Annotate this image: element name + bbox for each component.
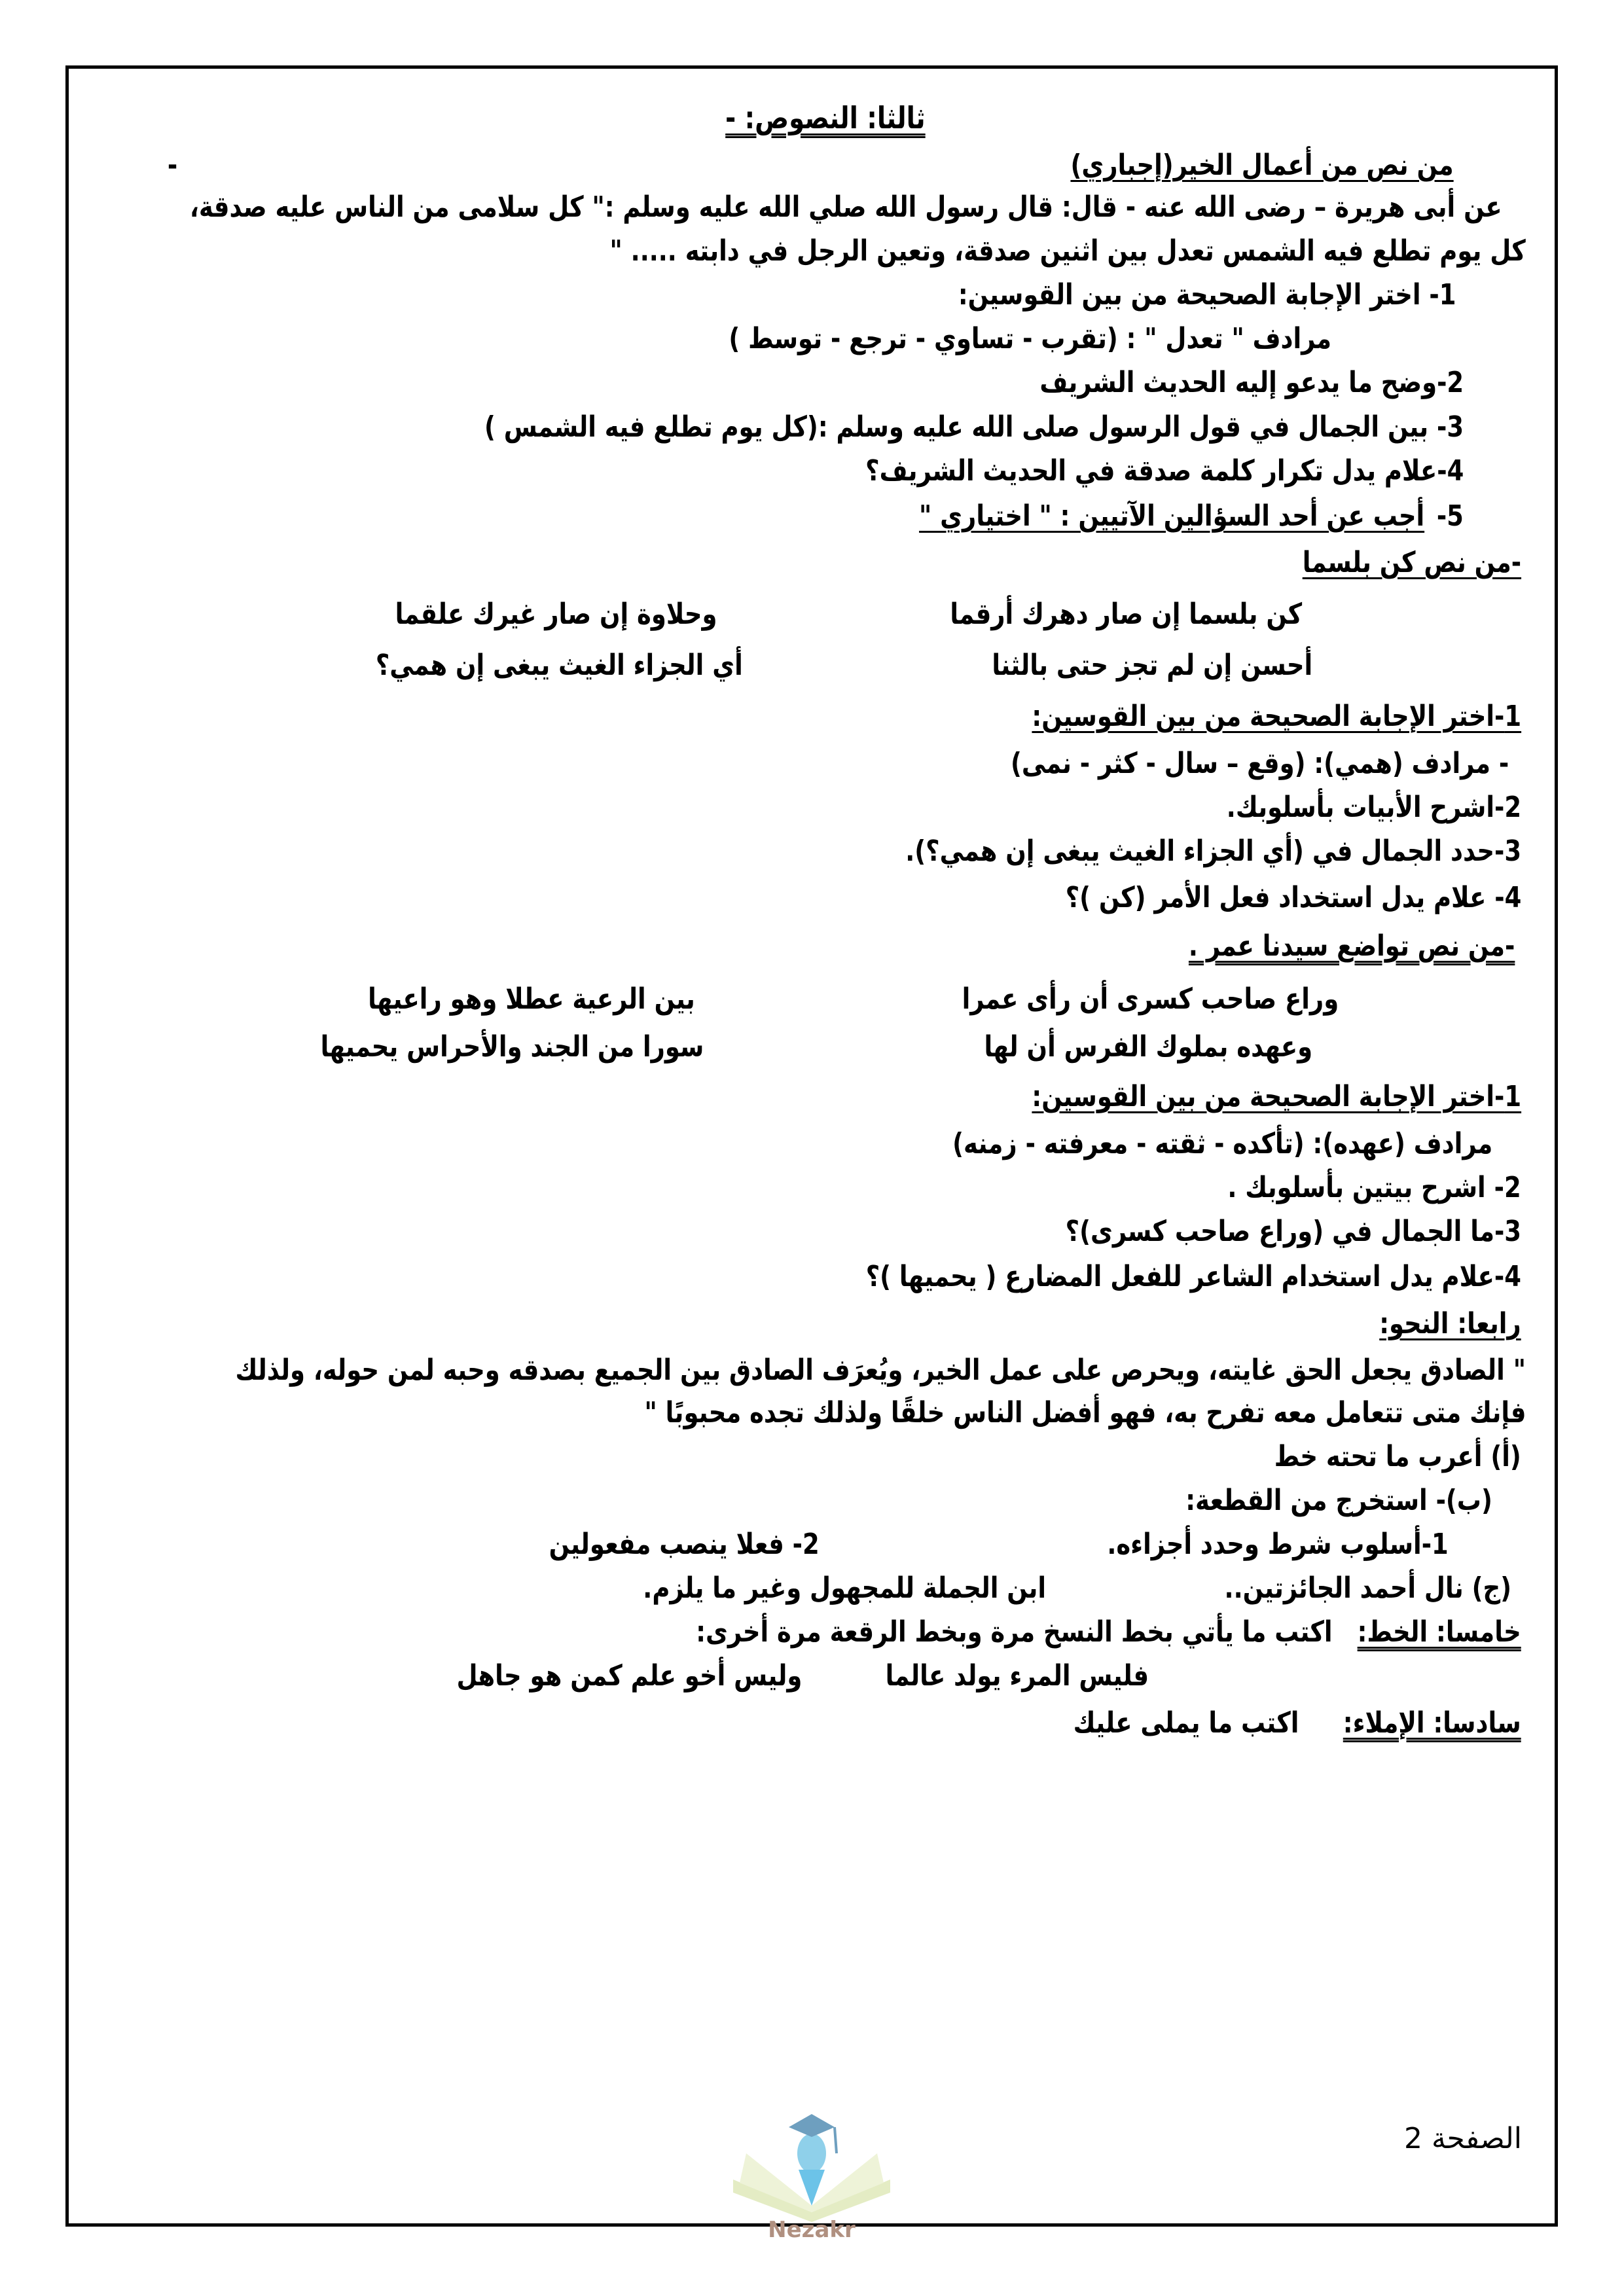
verse-hemistich: وحلاوة إن صار غيرك علقما xyxy=(395,598,717,631)
grammar-qb2: 2- فعلا ينصب مفعولين xyxy=(549,1528,820,1561)
text1-q1: 1- اختر الإجابة الصحيحة من بين القوسين: xyxy=(958,278,1456,312)
svg-text:Nezakr: Nezakr xyxy=(768,2217,856,2238)
bullet-dash: - xyxy=(167,149,177,182)
text2-heading: -من نص كن بلسما xyxy=(1302,546,1521,579)
page-number: الصفحة 2 xyxy=(1403,2122,1522,2155)
text1-q3: 3- بين الجمال في قول الرسول صلى الله عليه وسلم :(كل يوم تطلع فيه الشمس ) xyxy=(484,410,1464,444)
text1-q1-options: مرادف " تعدل " : (تقرب - تساوي - ترجع - توسط ) xyxy=(729,322,1331,355)
section-title-calligraphy: خامسا: الخط: xyxy=(1357,1615,1521,1649)
text2-q2: 2-اشرح الأبيات بأسلوبك. xyxy=(1226,791,1521,824)
verse-hemistich: وراع صاحب كسرى أن رأى عمرا xyxy=(962,982,1339,1016)
text1-q2: 2-وضح ما يدعو إليه الحديث الشريف xyxy=(1039,366,1464,399)
grammar-qa: (أ) أعرب ما تحته خط xyxy=(1274,1440,1521,1473)
section-title-texts: ثالثا: النصوص: - xyxy=(725,100,926,135)
grammar-qc: (ج) نال أحمد الجائزتين.. xyxy=(1224,1571,1511,1605)
text3-q3: 3-ما الجمال في (وراع صاحب كسرى)؟ xyxy=(1065,1215,1521,1248)
text1-q5: أجب عن أحد السؤالين الآتيين : " اختياري " xyxy=(918,499,1424,533)
verse-hemistich: بين الرعية عطلا وهو راعيها xyxy=(368,982,695,1016)
text1-heading: من نص من أعمال الخير(إجباري) xyxy=(1070,149,1454,182)
verse-hemistich: سورا من الجند والأحراس يحميها xyxy=(320,1030,704,1064)
verse-hemistich: كن بلسما إن صار دهرك أرقما xyxy=(950,598,1302,631)
text2-q1: 1-اختر الإجابة الصحيحة من بين القوسين: xyxy=(1032,700,1521,733)
text2-q1-options: - مرادف (همي): (وقع – سال - كثر - نمى) xyxy=(1010,747,1509,780)
grammar-passage-line-1: " الصادق يجعل الحق غايته، ويحرص على عمل الخير، ويُعرَف الصادق بين الجميع بصدقه وحبه لمن حوله، ولذلك xyxy=(235,1354,1526,1387)
nezakr-logo-icon xyxy=(720,2108,903,2238)
text2-q4: 4- علام يدل استخداد فعل الأمر (كن )؟ xyxy=(1065,881,1521,914)
grammar-qc-task: ابن الجملة للمجهول وغير ما يلزم. xyxy=(643,1571,1046,1605)
verse-hemistich: أحسن إن لم تجز حتى بالثنا xyxy=(992,649,1312,682)
grammar-qb1: 1-أسلوب شرط وحدد أجزاءه. xyxy=(1107,1528,1449,1561)
hadith-line-2: كل يوم تطلع فيه الشمس تعدل بين اثنين صدقة، وتعين الرجل في دابته ..... " xyxy=(609,234,1526,268)
grammar-qb: (ب)- استخرج من القطعة: xyxy=(1185,1484,1492,1517)
verse-hemistich: أي الجزاء الغيث يبغى إن همي؟ xyxy=(376,649,743,682)
calligraphy-verse: وليس أخو علم كمن هو جاهل xyxy=(456,1659,802,1693)
calligraphy-verse: فليس المرء يولد عالما xyxy=(885,1659,1149,1693)
text3-q2: 2- اشرح بيتين بأسلوبك . xyxy=(1227,1171,1521,1204)
section-title-grammar: رابعا: النحو: xyxy=(1379,1307,1521,1340)
text1-q4: 4-علام يدل تكرار كلمة صدقة في الحديث الشريف؟ xyxy=(865,454,1464,488)
text3-q1: 1-اختر الإجابة الصحيحة من بين القوسين: xyxy=(1032,1080,1521,1113)
text3-heading: -من نص تواضع سيدنا عمر . xyxy=(1188,929,1515,963)
text3-q1-options: مرادف (عهده): (تأكده - ثقته - معرفته - زمنه) xyxy=(952,1127,1492,1160)
text2-q3: 3-حدد الجمال في (أي الجزاء الغيث يبغى إن همي؟). xyxy=(905,834,1521,868)
calligraphy-instruction: اكتب ما يأتي بخط النسخ مرة وبخط الرقعة مرة أخرى: xyxy=(696,1615,1333,1649)
dictation-instruction: اكتب ما يملى عليك xyxy=(1073,1706,1299,1740)
verse-hemistich: وعهده بملوك الفرس أن لها xyxy=(984,1030,1312,1064)
section-title-dictation: سادسا: الإملاء: xyxy=(1343,1706,1521,1740)
text3-q4: 4-علام يدل استخدام الشاعر للفعل المضارع ( يحميها )؟ xyxy=(865,1260,1521,1293)
grammar-passage-line-2: فإنك متى تتعامل معه تفرح به، فهو أفضل الناس خلقًا ولذلك تجده محبوبًا " xyxy=(644,1396,1526,1429)
hadith-line-1: عن أبى هريرة – رضى الله عنه - قال: قال رسول الله صلي الله عليه وسلم :" كل سلامى من الناس عليه صدقة، xyxy=(190,190,1502,224)
text1-q5-number: 5- xyxy=(1436,499,1464,533)
